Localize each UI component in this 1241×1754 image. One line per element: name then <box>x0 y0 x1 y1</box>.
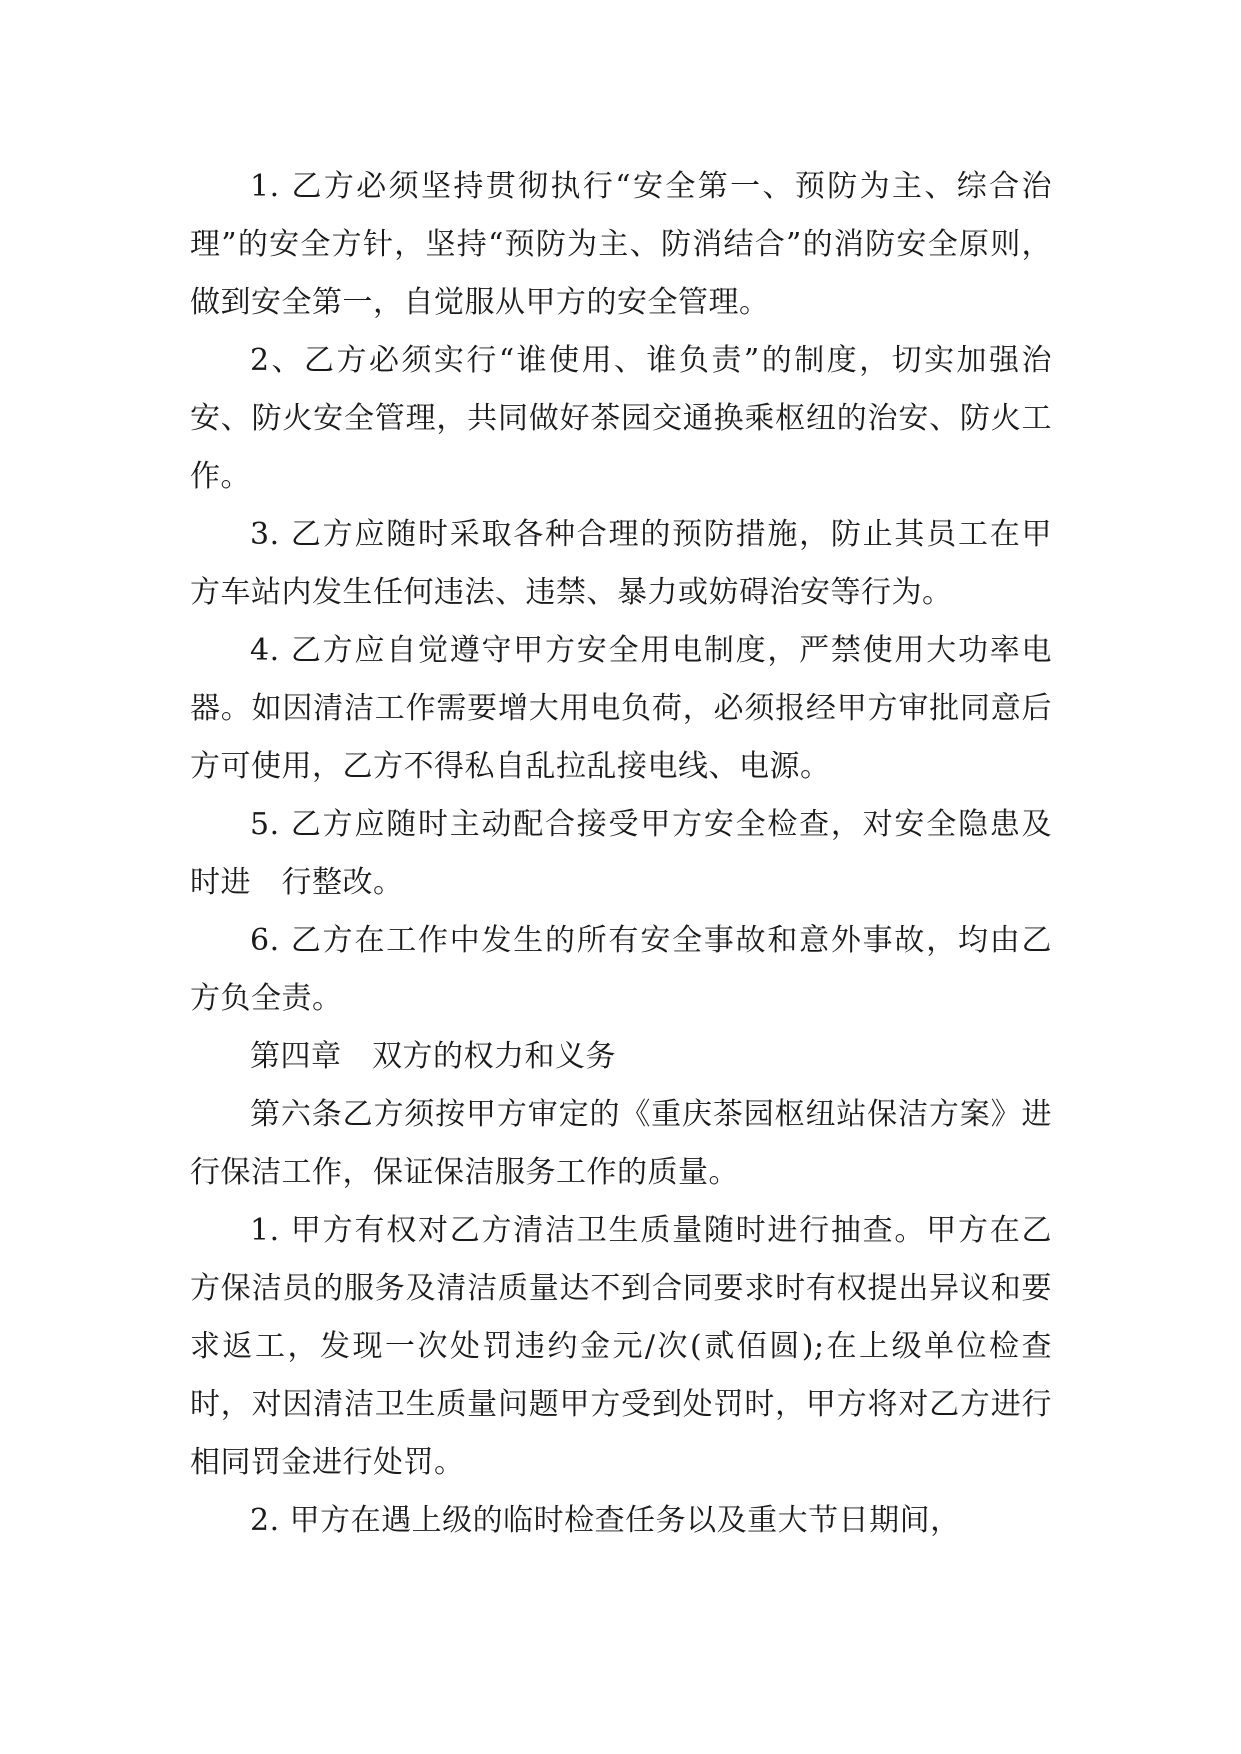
paragraph-safety-3: 3. 乙方应随时采取各种合理的预防措施，防止其员工在甲方车站内发生任何违法、违禁、暴力或妨碍治安等行为。 <box>190 517 1052 610</box>
paragraph-safety-1: 1. 乙方必须坚持贯彻执行“安全第一、预防为主、综合治理”的安全方针，坚持“预防为主、防消结合”的消防安全原则，做到安全第一，自觉服从甲方的安全管理。 <box>190 169 1052 320</box>
document-body <box>190 158 1052 1550</box>
chapter-heading: 第四章 双方的权力和义务 <box>250 1039 616 1074</box>
paragraph-rights-1: 1. 甲方有权对乙方清洁卫生质量随时进行抽查。甲方在乙方保洁员的服务及清洁质量达不到合同要求时有权提出异议和要求返工，发现一次处罚违约金元/次(贰佰圆);在上级单位检查时，对因清洁卫生质量问题甲方受到处罚时，甲方将对乙方进行相同罚金进行处罚。 <box>190 1213 1052 1480</box>
paragraph-safety-6: 6. 乙方在工作中发生的所有安全事故和意外事故，均由乙方负全责。 <box>190 923 1052 1016</box>
paragraph-rights-2: 2. 甲方在遇上级的临时检查任务以及重大节日期间， <box>250 1503 961 1538</box>
paragraph-safety-5: 5. 乙方应随时主动配合接受甲方安全检查，对安全隐患及时进 行整改。 <box>190 807 1052 900</box>
paragraph-safety-2: 2、乙方必须实行“谁使用、谁负责”的制度，切实加强治安、防火安全管理，共同做好茶园交通换乘枢纽的治安、防火工作。 <box>190 343 1052 494</box>
paragraph-safety-4: 4. 乙方应自觉遵守甲方安全用电制度，严禁使用大功率电器。如因清洁工作需要增大用电负荷，必须报经甲方审批同意后方可使用，乙方不得私自乱拉乱接电线、电源。 <box>190 633 1052 784</box>
article-six: 第六条乙方须按甲方审定的《重庆茶园枢纽站保洁方案》进行保洁工作，保证保洁服务工作的质量。 <box>190 1097 1052 1190</box>
